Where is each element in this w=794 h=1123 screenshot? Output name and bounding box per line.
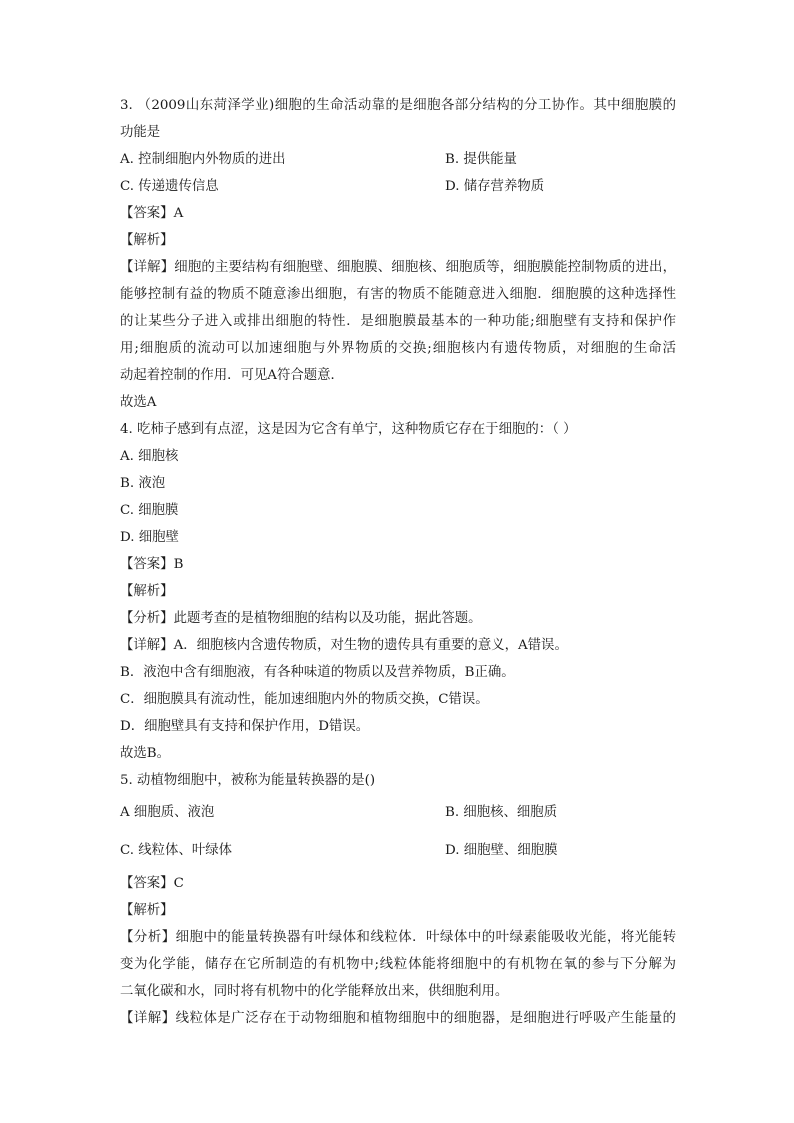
q4-option-b: B. 液泡 [120,476,166,491]
q4-detail-label: 【详解】 [120,638,174,653]
q5-option-a: A 细胞质、液泡 [120,805,215,820]
q4-detail-line4: D．细胞壁具有支持和保护作用，D错误。 [120,719,370,734]
q4-answer-value: B [173,557,184,572]
document-page [120,92,676,1032]
q4-detail-line3: C．细胞膜具有流动性，能加速细胞内外的物质交换，C错误。 [120,692,489,707]
q3-option-b: B. 提供能量 [445,152,517,167]
q5-fenxi-line3: 二氧化碳和水，同时将有机物中的化学能释放出来，供细胞利用。 [120,984,509,999]
q3-detail-label: 【详解】 [120,260,175,275]
q5-detail-text1: 线粒体是广泛存在于动物细胞和植物细胞中的细胞器，是细胞进行呼吸产生能量的 [175,1011,677,1026]
q5-answer-value: C [173,876,184,891]
q3-option-c: C. 传递遗传信息 [120,179,219,194]
q5-answer-label: 【答案】 [120,876,174,891]
q5-fenxi-line1 [120,924,676,951]
q5-analysis-label: 【解析】 [120,903,174,918]
q4-detail-text1: A．细胞核内含遗传物质，对生物的遗传具有重要的意义，A错误。 [173,638,568,653]
q4-answer-label: 【答案】 [120,557,174,572]
q3-option-d: D. 储存营养物质 [445,179,545,194]
q4-option-d: D. 细胞壁 [120,530,179,545]
q4-fenxi [120,605,676,632]
q3-answer-value: A [173,206,184,221]
q5-option-d: D. 细胞壁、细胞膜 [445,843,558,858]
q4-option-c: C. 细胞膜 [120,503,179,518]
q3-answer-label: 【答案】 [120,206,174,221]
q3-detail-line5: 动起着控制的作用．可见A符合题意． [120,368,344,383]
q5-fenxi-label: 【分析】 [120,930,176,945]
q4-detail-line1 [120,632,676,659]
q3-detail-line3: 的让某些分子进入或排出细胞的特性．是细胞膜最基本的一种功能;细胞壁有支持和保护作 [120,314,676,329]
q3-detail-text1: 细胞的主要结构有细胞壁、细胞膜、细胞核、细胞质等，细胞膜能控制物质的进出， [174,260,677,275]
q4-detail-line2: B．液泡中含有细胞液，有各种味道的物质以及营养物质，B正确。 [120,665,515,680]
q3-detail-line1 [120,254,676,281]
q3-options-row1 [120,146,676,173]
q4-stem: 4. 吃柿子感到有点涩，这是因为它含有单宁，这种物质它存在于细胞的：（ ） [120,422,577,437]
q5-fenxi-line2: 变为化学能，储存在它所制造的有机物中;线粒体能将细胞中的有机物在氧的参与下分解为 [120,957,676,972]
q3-conclusion: 故选A [120,395,157,410]
q4-analysis-label: 【解析】 [120,584,174,599]
q3-option-a: A. 控制细胞内外物质的进出 [120,152,286,167]
q4-fenxi-label: 【分析】 [120,611,174,626]
q4-answer [120,551,676,578]
q3-answer [120,200,676,227]
q3-stem-line2: 功能是 [120,125,161,140]
q3-analysis-label: 【解析】 [120,233,174,248]
q5-stem: 5. 动植物细胞中，被称为能量转换器的是() [120,773,376,788]
q5-detail-line1 [120,1005,676,1032]
q4-option-a: A. 细胞核 [120,449,179,464]
q4-fenxi-text: 此题考查的是植物细胞的结构以及功能，据此答题。 [173,611,482,626]
q5-detail-label: 【详解】 [120,1011,176,1026]
q5-options-row1 [120,794,676,832]
q5-option-c: C. 线粒体、叶绿体 [120,843,233,858]
q5-options-row2 [120,832,676,870]
q4-conclusion: 故选B。 [120,746,171,761]
q3-detail-line4: 用;细胞质的流动可以加速细胞与外界物质的交换;细胞核内有遗传物质，对细胞的生命活 [120,341,676,356]
q3-stem-line1: 3. （2009山东菏泽学业)细胞的生命活动靠的是细胞各部分结构的分工协作。其中细胞膜的 [120,98,676,113]
q5-option-b: B. 细胞核、细胞质 [445,805,558,820]
q5-fenxi-text1: 细胞中的能量转换器有叶绿体和线粒体．叶绿体中的叶绿素能吸收光能，将光能转 [175,930,677,945]
q3-detail-line2: 能够控制有益的物质不随意渗出细胞，有害的物质不能随意进入细胞．细胞膜的这种选择性 [120,287,676,302]
q5-answer [120,870,676,897]
q3-options-row2 [120,173,676,200]
